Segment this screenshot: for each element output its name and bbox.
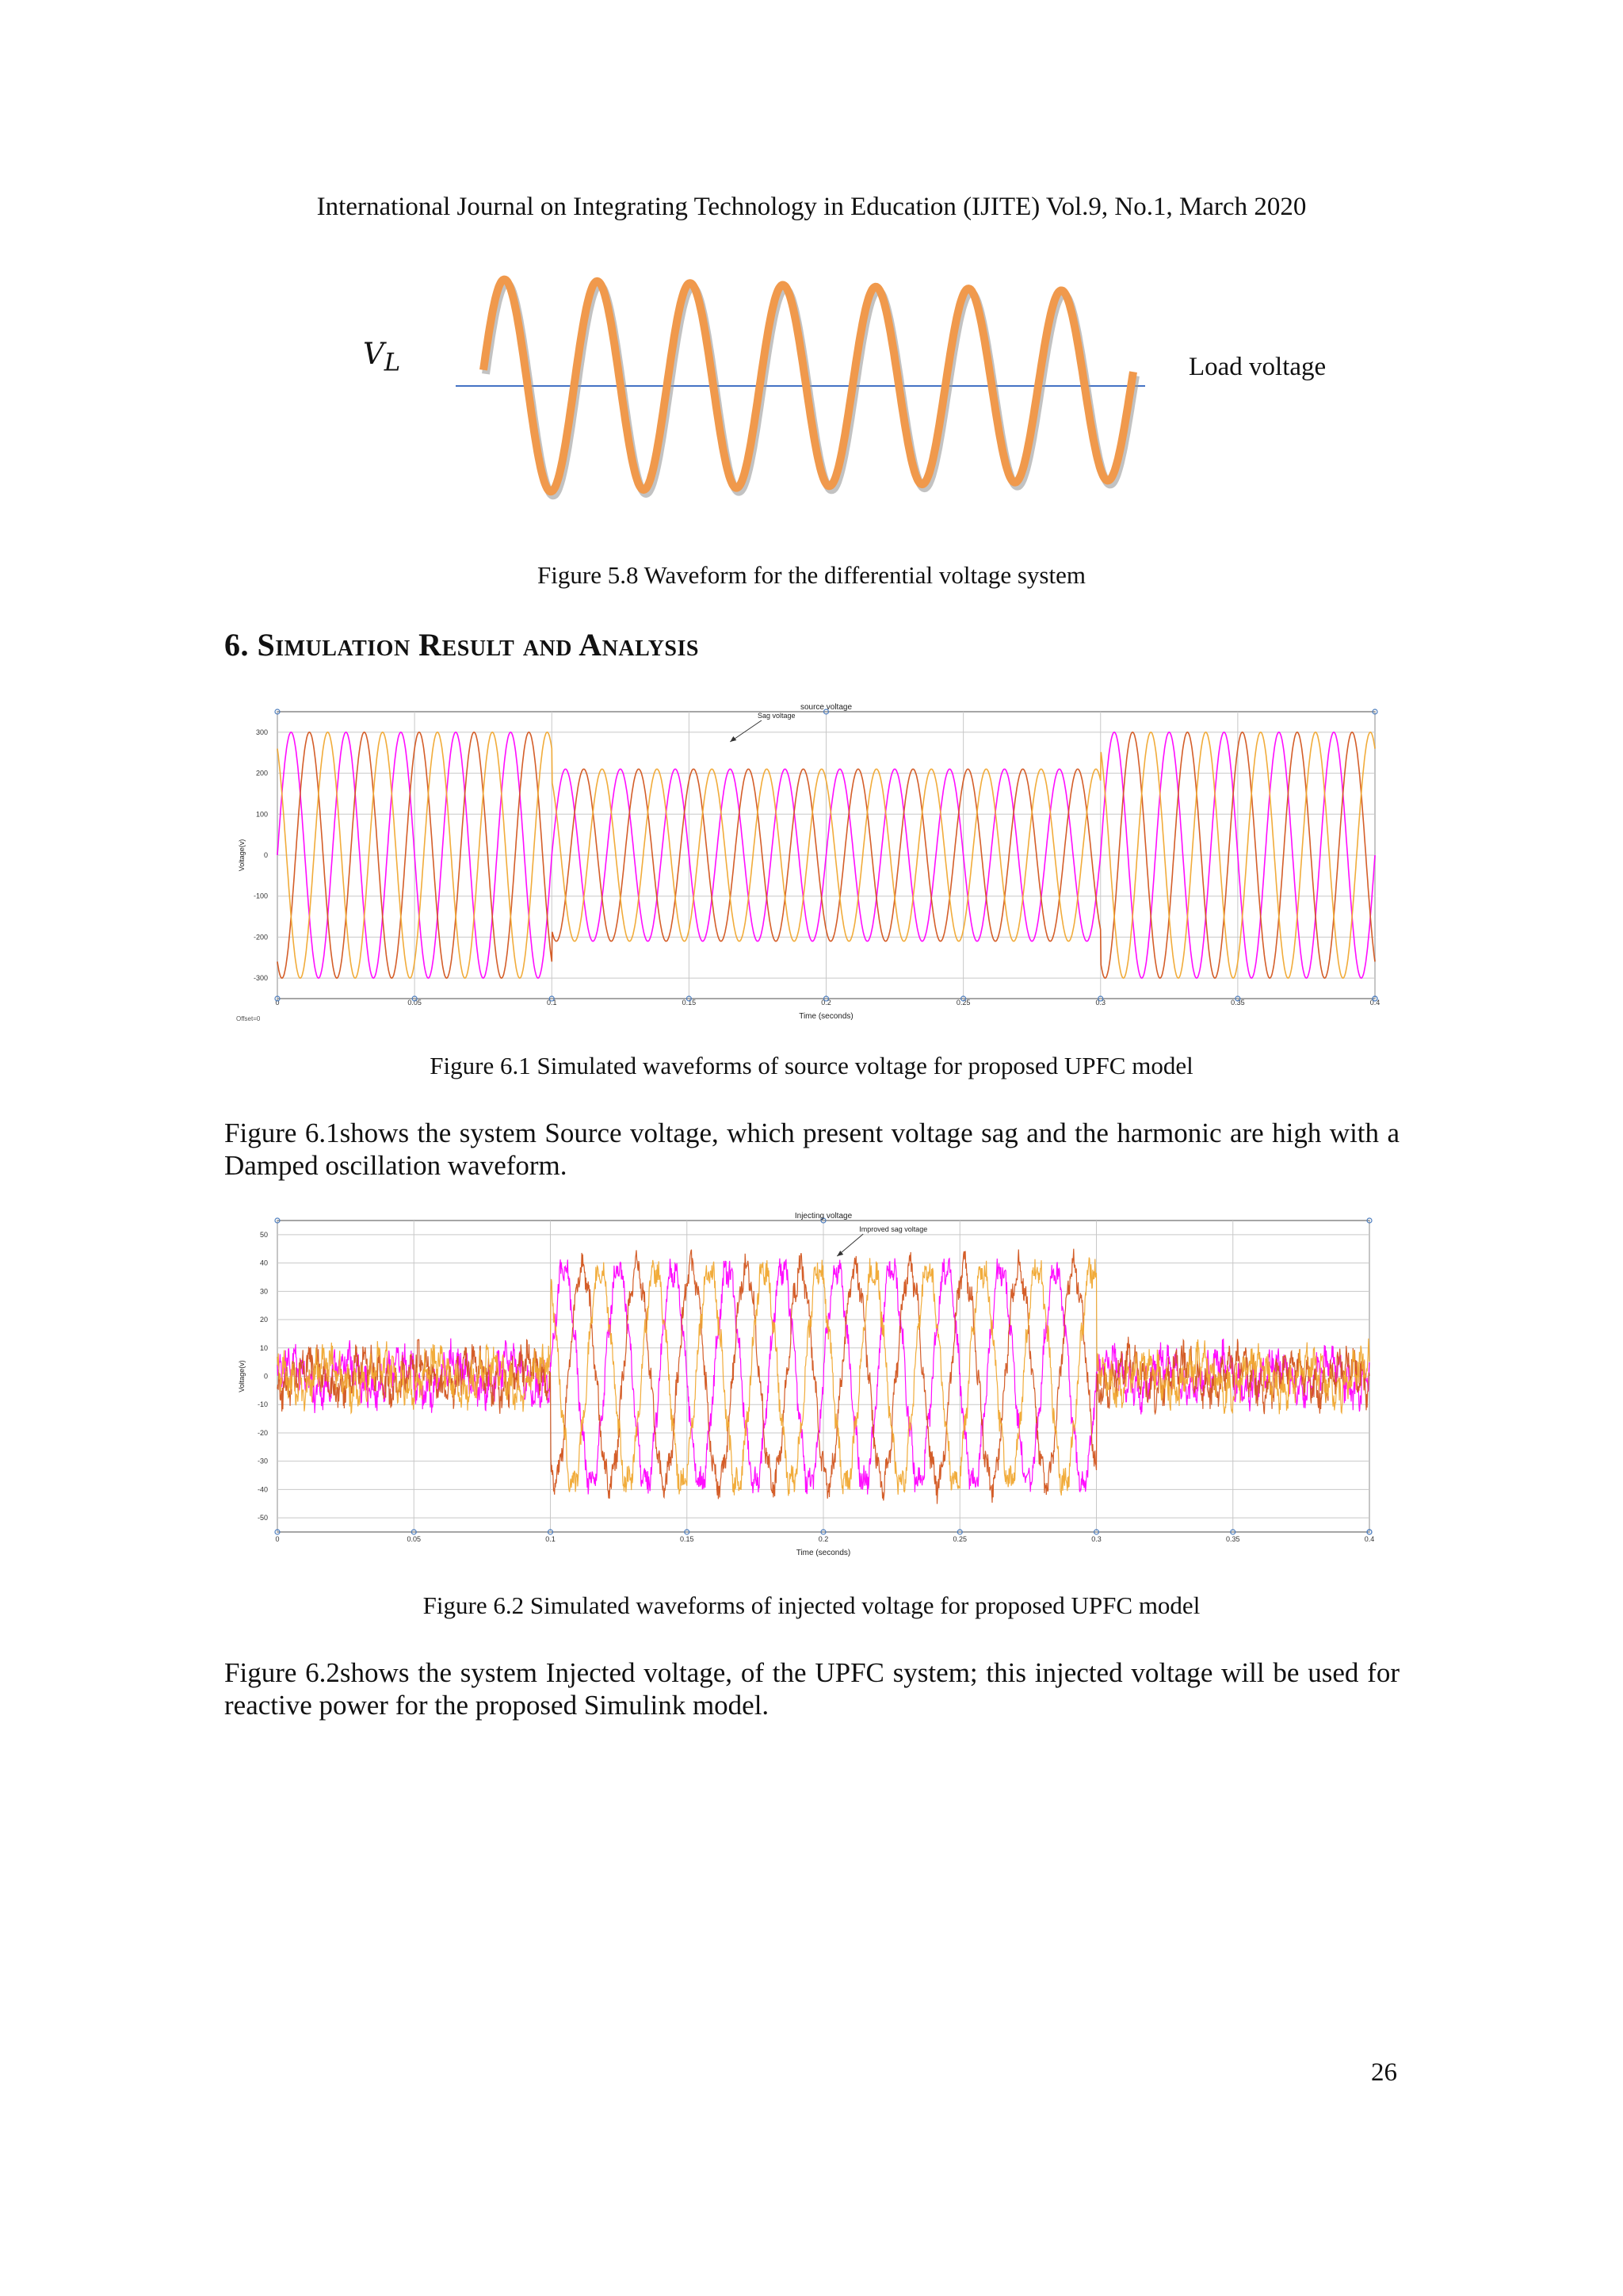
y-tick-label: 100 bbox=[255, 810, 268, 819]
figure-6-1-caption: Figure 6.1 Simulated waveforms of source voltage for proposed UPFC model bbox=[430, 1052, 1193, 1079]
y-tick-label: 30 bbox=[259, 1287, 268, 1296]
y-tick-label: -40 bbox=[257, 1485, 268, 1494]
injected-voltage-chart bbox=[222, 1209, 1395, 1565]
y-tick-label: 300 bbox=[255, 728, 268, 736]
y-tick-label: 0 bbox=[263, 1372, 268, 1381]
y-tick-label: 200 bbox=[255, 769, 268, 777]
x-tick-label: 0.05 bbox=[407, 999, 422, 1007]
y-tick-label: 10 bbox=[259, 1343, 268, 1352]
x-tick-label: 0.3 bbox=[1091, 1535, 1102, 1543]
y-tick-label: 0 bbox=[263, 851, 268, 859]
x-axis-label: Time (seconds) bbox=[796, 1549, 851, 1557]
y-tick-label: 40 bbox=[259, 1259, 268, 1267]
figure-5-8-caption: Figure 5.8 Waveform for the differential voltage system bbox=[537, 561, 1086, 589]
y-tick-label: -50 bbox=[257, 1514, 268, 1522]
x-tick-label: 0.3 bbox=[1095, 999, 1106, 1007]
chart-title: source voltage bbox=[800, 703, 853, 712]
x-axis-label: Time (seconds) bbox=[799, 1012, 854, 1021]
x-tick-label: 0.4 bbox=[1369, 999, 1381, 1007]
x-tick-label: 0.15 bbox=[679, 1535, 694, 1543]
x-tick-label: 0.35 bbox=[1225, 1535, 1240, 1543]
load-voltage-label: Load voltage bbox=[1189, 353, 1327, 381]
y-tick-label: -300 bbox=[253, 974, 268, 983]
y-axis-label: Voltage(v) bbox=[238, 1360, 246, 1392]
y-tick-label: 50 bbox=[259, 1230, 268, 1239]
x-tick-label: 0.25 bbox=[956, 999, 971, 1007]
annotation-label: Sag voltage bbox=[757, 712, 796, 720]
section-title: 6. Simulation Result and Analysis bbox=[224, 627, 699, 663]
figure-6-2-caption: Figure 6.2 Simulated waveforms of injected voltage for proposed UPFC model bbox=[422, 1591, 1201, 1619]
y-tick-label: -200 bbox=[253, 933, 268, 942]
x-tick-label: 0.2 bbox=[821, 999, 831, 1007]
page-number: 26 bbox=[1371, 2058, 1397, 2087]
x-tick-label: 0.05 bbox=[407, 1535, 422, 1543]
annotation-label: Improved sag voltage bbox=[859, 1225, 928, 1233]
source-voltage-chart bbox=[222, 697, 1395, 1030]
x-tick-label: 0.2 bbox=[818, 1535, 829, 1543]
vl-label-main: V bbox=[363, 337, 384, 371]
figure-6-2-paragraph: Figure 6.2shows the system Injected voltage, of the UPFC system; this injected voltage will be used for reactive power for the proposed Simulink model. bbox=[224, 1657, 1400, 1721]
chart-title: Injecting voltage bbox=[794, 1212, 853, 1221]
y-tick-label: -10 bbox=[257, 1400, 268, 1409]
x-tick-label: 0 bbox=[275, 1535, 280, 1543]
y-tick-label: -30 bbox=[257, 1457, 268, 1465]
y-tick-label: 20 bbox=[259, 1316, 268, 1324]
x-tick-label: 0.25 bbox=[953, 1535, 968, 1543]
x-tick-label: 0.4 bbox=[1364, 1535, 1375, 1543]
x-tick-label: 0.35 bbox=[1231, 999, 1245, 1007]
x-tick-label: 0.1 bbox=[545, 1535, 556, 1543]
vl-label bbox=[363, 337, 400, 376]
y-axis-label: Voltage(v) bbox=[238, 839, 246, 872]
vl-label-subscript: L bbox=[384, 348, 401, 377]
journal-header: International Journal on Integrating Technology in Education (IJITE) Vol.9, No.1, March 2020 bbox=[316, 193, 1307, 221]
x-tick-label: 0 bbox=[275, 999, 280, 1007]
y-tick-label: -100 bbox=[253, 892, 268, 900]
x-tick-label: 0.15 bbox=[682, 999, 697, 1007]
x-tick-label: 0.1 bbox=[546, 999, 557, 1007]
load-voltage-waveform bbox=[444, 262, 1157, 515]
offset-label: Offset=0 bbox=[236, 1015, 261, 1022]
y-tick-label: -20 bbox=[257, 1428, 268, 1437]
figure-6-1-paragraph: Figure 6.1shows the system Source voltage, which present voltage sag and the harmonic are high with a Damped oscillation waveform. bbox=[224, 1117, 1400, 1181]
